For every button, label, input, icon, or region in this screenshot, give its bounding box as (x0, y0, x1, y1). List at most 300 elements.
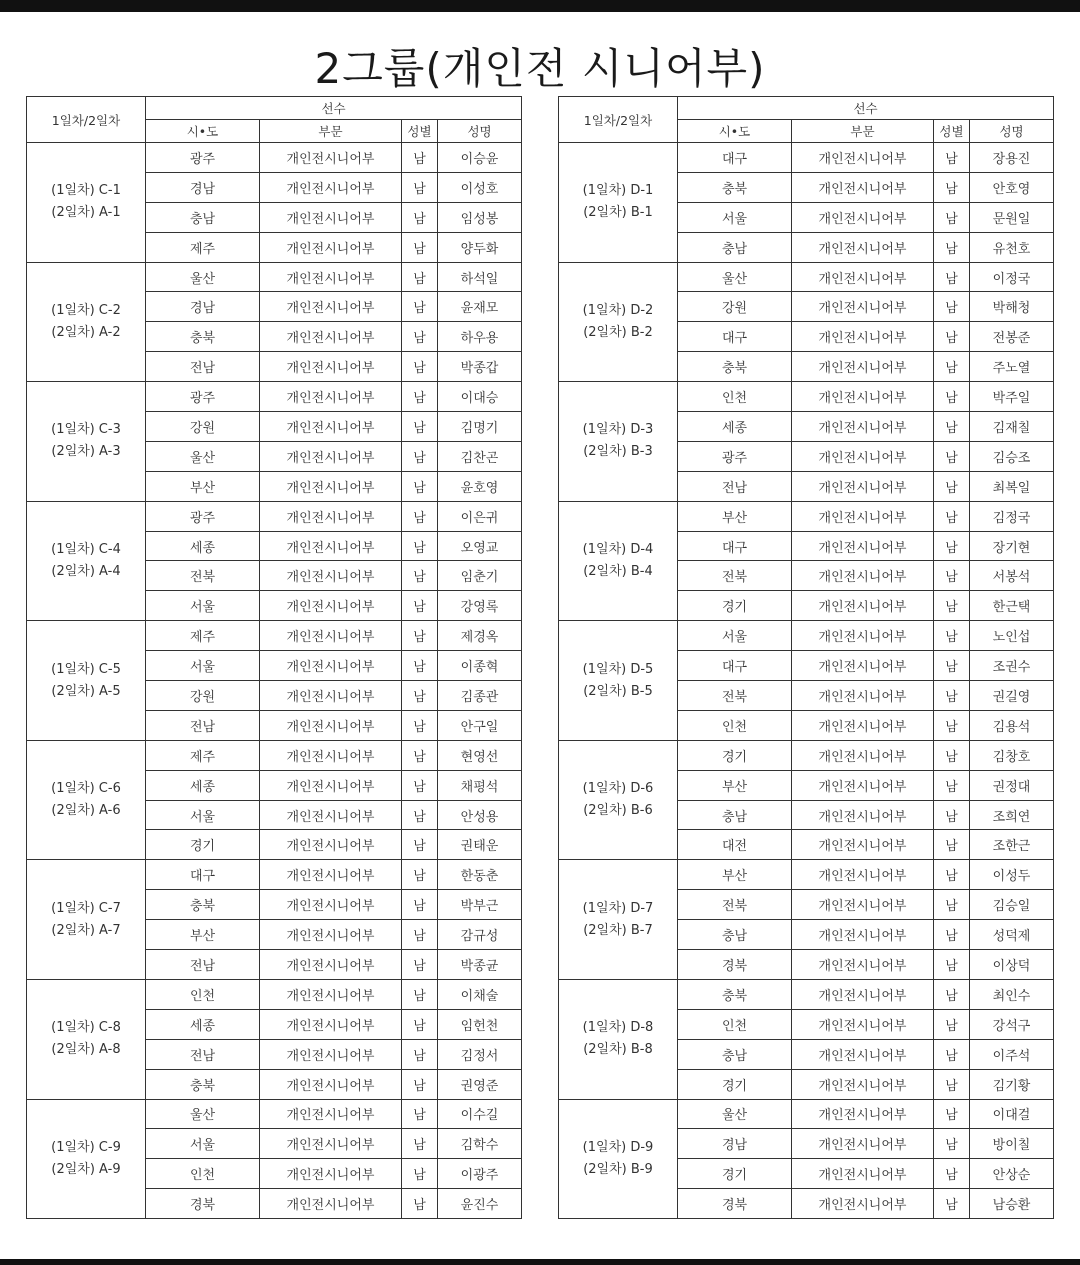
cell-name: 김찬곤 (438, 441, 522, 471)
cell-division: 개인전시니어부 (260, 950, 402, 980)
cell-name: 이승윤 (438, 143, 522, 173)
cell-division: 개인전시니어부 (792, 232, 934, 262)
cell-division: 개인전시니어부 (260, 382, 402, 412)
cell-region: 강원 (146, 412, 260, 442)
cell-division: 개인전시니어부 (792, 292, 934, 322)
cell-name: 김승조 (970, 441, 1054, 471)
group-day2: (2일차) A-7 (51, 922, 121, 938)
cell-name: 윤호영 (438, 471, 522, 501)
table-row (559, 262, 1054, 292)
cell-name: 이성두 (970, 860, 1054, 890)
cell-region: 인천 (678, 382, 792, 412)
cell-name: 제경옥 (438, 621, 522, 651)
group-day2: (2일차) B-7 (583, 922, 653, 938)
cell-gender: 남 (402, 262, 438, 292)
group-day2: (2일차) B-8 (583, 1042, 653, 1058)
group-day2: (2일차) A-9 (51, 1161, 121, 1177)
cell-region: 전북 (678, 890, 792, 920)
group-day1: (1일차) D-9 (582, 1139, 654, 1155)
cell-division: 개인전시니어부 (792, 1189, 934, 1219)
cell-region: 전남 (146, 710, 260, 740)
cell-division: 개인전시니어부 (260, 860, 402, 890)
cell-division: 개인전시니어부 (792, 770, 934, 800)
cell-name: 문원일 (970, 202, 1054, 232)
cell-division: 개인전시니어부 (792, 1159, 934, 1189)
cell-name: 조권수 (970, 651, 1054, 681)
cell-name: 이종혁 (438, 651, 522, 681)
cell-gender: 남 (934, 441, 970, 471)
cell-division: 개인전시니어부 (260, 1189, 402, 1219)
cell-gender: 남 (402, 501, 438, 531)
group-day2: (2일차) A-3 (51, 444, 121, 460)
cell-region: 충남 (678, 232, 792, 262)
page-title: 2그룹(개인전 시니어부) (314, 44, 766, 93)
table-row (27, 143, 522, 173)
header-division: 부문 (792, 120, 934, 143)
cell-division: 개인전시니어부 (792, 1069, 934, 1099)
cell-gender: 남 (402, 920, 438, 950)
bracket-table-right (558, 96, 1054, 1219)
cell-region: 대구 (678, 322, 792, 352)
cell-gender: 남 (934, 710, 970, 740)
table-row (27, 501, 522, 531)
cell-division: 개인전시니어부 (792, 172, 934, 202)
cell-division: 개인전시니어부 (792, 800, 934, 830)
cell-region: 광주 (146, 143, 260, 173)
cell-gender: 남 (402, 441, 438, 471)
cell-gender: 남 (934, 352, 970, 382)
header-gender: 성별 (402, 120, 438, 143)
cell-gender: 남 (934, 979, 970, 1009)
cell-name: 강영록 (438, 591, 522, 621)
cell-region: 경북 (678, 950, 792, 980)
cell-name: 서봉석 (970, 561, 1054, 591)
cell-name: 김정국 (970, 501, 1054, 531)
group-day2: (2일차) B-1 (583, 205, 653, 221)
cell-division: 개인전시니어부 (792, 710, 934, 740)
cell-name: 박종갑 (438, 352, 522, 382)
cell-gender: 남 (934, 382, 970, 412)
cell-region: 충남 (678, 800, 792, 830)
cell-region: 제주 (146, 621, 260, 651)
cell-division: 개인전시니어부 (792, 681, 934, 711)
cell-gender: 남 (934, 950, 970, 980)
table-row (559, 740, 1054, 770)
group-label (27, 979, 146, 1099)
cell-name: 이정국 (970, 262, 1054, 292)
cell-gender: 남 (934, 471, 970, 501)
cell-gender: 남 (934, 740, 970, 770)
cell-division: 개인전시니어부 (792, 1039, 934, 1069)
cell-gender: 남 (934, 1099, 970, 1129)
cell-gender: 남 (402, 292, 438, 322)
cell-name: 장용진 (970, 143, 1054, 173)
cell-name: 이채술 (438, 979, 522, 1009)
header-region: 시•도 (146, 120, 260, 143)
cell-region: 서울 (678, 621, 792, 651)
cell-gender: 남 (934, 172, 970, 202)
cell-gender: 남 (934, 1189, 970, 1219)
cell-division: 개인전시니어부 (260, 1069, 402, 1099)
cell-region: 전남 (146, 352, 260, 382)
cell-name: 조희연 (970, 800, 1054, 830)
group-day2: (2일차) B-2 (583, 324, 653, 340)
cell-gender: 남 (934, 1129, 970, 1159)
cell-name: 윤진수 (438, 1189, 522, 1219)
cell-gender: 남 (934, 1009, 970, 1039)
cell-division: 개인전시니어부 (792, 920, 934, 950)
cell-gender: 남 (402, 800, 438, 830)
cell-region: 인천 (678, 710, 792, 740)
group-day1: (1일차) D-5 (582, 661, 654, 677)
cell-gender: 남 (934, 262, 970, 292)
cell-gender: 남 (934, 591, 970, 621)
cell-name: 노인섭 (970, 621, 1054, 651)
group-label (559, 1099, 678, 1219)
group-label (27, 143, 146, 263)
cell-division: 개인전시니어부 (260, 501, 402, 531)
cell-region: 전북 (678, 681, 792, 711)
cell-region: 충북 (146, 1069, 260, 1099)
cell-gender: 남 (402, 651, 438, 681)
group-day1: (1일차) D-7 (582, 900, 654, 916)
cell-division: 개인전시니어부 (792, 621, 934, 651)
group-day1: (1일차) C-9 (51, 1139, 121, 1155)
cell-division: 개인전시니어부 (260, 979, 402, 1009)
group-day1: (1일차) D-1 (582, 183, 654, 199)
cell-name: 윤재모 (438, 292, 522, 322)
cell-gender: 남 (402, 770, 438, 800)
cell-name: 안구일 (438, 710, 522, 740)
table-row (27, 979, 522, 1009)
cell-gender: 남 (402, 1009, 438, 1039)
cell-region: 광주 (678, 441, 792, 471)
cell-region: 세종 (146, 770, 260, 800)
cell-gender: 남 (934, 651, 970, 681)
cell-name: 현영선 (438, 740, 522, 770)
cell-region: 울산 (146, 1099, 260, 1129)
cell-gender: 남 (402, 979, 438, 1009)
cell-division: 개인전시니어부 (260, 1099, 402, 1129)
cell-name: 한동춘 (438, 860, 522, 890)
cell-division: 개인전시니어부 (260, 1009, 402, 1039)
header-day: 1일차/2일차 (559, 97, 678, 143)
group-day2: (2일차) B-3 (583, 444, 653, 460)
cell-division: 개인전시니어부 (260, 890, 402, 920)
cell-region: 인천 (146, 1159, 260, 1189)
table-row (27, 621, 522, 651)
cell-division: 개인전시니어부 (792, 352, 934, 382)
cell-name: 이대승 (438, 382, 522, 412)
cell-gender: 남 (402, 172, 438, 202)
header-division: 부문 (260, 120, 402, 143)
table-row (559, 382, 1054, 412)
cell-gender: 남 (934, 1069, 970, 1099)
cell-region: 세종 (146, 531, 260, 561)
cell-gender: 남 (402, 591, 438, 621)
group-day1: (1일차) C-6 (51, 781, 121, 797)
cell-region: 서울 (146, 651, 260, 681)
cell-gender: 남 (934, 890, 970, 920)
group-day1: (1일차) C-4 (51, 541, 121, 557)
cell-region: 울산 (146, 441, 260, 471)
cell-division: 개인전시니어부 (260, 262, 402, 292)
group-label (27, 382, 146, 502)
cell-division: 개인전시니어부 (260, 740, 402, 770)
cell-division: 개인전시니어부 (260, 561, 402, 591)
cell-region: 경북 (678, 1189, 792, 1219)
cell-gender: 남 (402, 352, 438, 382)
cell-gender: 남 (402, 830, 438, 860)
cell-region: 대구 (678, 651, 792, 681)
cell-region: 부산 (678, 770, 792, 800)
cell-division: 개인전시니어부 (260, 531, 402, 561)
group-day1: (1일차) C-7 (51, 900, 121, 916)
group-label (559, 621, 678, 741)
cell-division: 개인전시니어부 (792, 830, 934, 860)
cell-region: 인천 (678, 1009, 792, 1039)
cell-gender: 남 (402, 890, 438, 920)
group-label (27, 501, 146, 621)
cell-name: 김기황 (970, 1069, 1054, 1099)
cell-name: 이은귀 (438, 501, 522, 531)
cell-gender: 남 (934, 202, 970, 232)
cell-region: 대전 (678, 830, 792, 860)
cell-division: 개인전시니어부 (260, 591, 402, 621)
cell-name: 성덕제 (970, 920, 1054, 950)
cell-division: 개인전시니어부 (792, 202, 934, 232)
cell-region: 세종 (146, 1009, 260, 1039)
cell-region: 전남 (678, 471, 792, 501)
group-day2: (2일차) B-9 (583, 1161, 653, 1177)
cell-name: 오영교 (438, 531, 522, 561)
table-row (27, 860, 522, 890)
cell-name: 권정대 (970, 770, 1054, 800)
cell-name: 김학수 (438, 1129, 522, 1159)
cell-region: 세종 (678, 412, 792, 442)
cell-name: 박해청 (970, 292, 1054, 322)
cell-division: 개인전시니어부 (260, 830, 402, 860)
cell-name: 이광주 (438, 1159, 522, 1189)
cell-name: 강석구 (970, 1009, 1054, 1039)
cell-gender: 남 (934, 681, 970, 711)
cell-division: 개인전시니어부 (260, 1039, 402, 1069)
cell-name: 임춘기 (438, 561, 522, 591)
cell-name: 안호영 (970, 172, 1054, 202)
cell-gender: 남 (934, 232, 970, 262)
cell-gender: 남 (934, 412, 970, 442)
group-day2: (2일차) B-5 (583, 683, 653, 699)
cell-gender: 남 (934, 292, 970, 322)
cell-name: 이성호 (438, 172, 522, 202)
cell-gender: 남 (402, 1039, 438, 1069)
cell-name: 하우용 (438, 322, 522, 352)
header-player: 선수 (678, 97, 1054, 120)
cell-gender: 남 (402, 1069, 438, 1099)
header-player: 선수 (146, 97, 522, 120)
cell-name: 김용석 (970, 710, 1054, 740)
cell-region: 대구 (678, 531, 792, 561)
cell-division: 개인전시니어부 (792, 501, 934, 531)
cell-division: 개인전시니어부 (792, 322, 934, 352)
group-day1: (1일차) D-3 (582, 422, 654, 438)
cell-region: 경기 (678, 1159, 792, 1189)
cell-region: 강원 (146, 681, 260, 711)
cell-region: 전남 (146, 950, 260, 980)
cell-division: 개인전시니어부 (792, 412, 934, 442)
cell-gender: 남 (402, 1159, 438, 1189)
group-label (559, 262, 678, 382)
cell-division: 개인전시니어부 (792, 1129, 934, 1159)
group-label (559, 860, 678, 980)
cell-name: 조한근 (970, 830, 1054, 860)
cell-division: 개인전시니어부 (792, 143, 934, 173)
cell-region: 충북 (146, 890, 260, 920)
cell-gender: 남 (402, 860, 438, 890)
group-day1: (1일차) D-6 (582, 781, 654, 797)
cell-division: 개인전시니어부 (792, 591, 934, 621)
cell-gender: 남 (934, 143, 970, 173)
cell-gender: 남 (402, 232, 438, 262)
cell-gender: 남 (402, 950, 438, 980)
cell-name: 김명기 (438, 412, 522, 442)
cell-gender: 남 (402, 1129, 438, 1159)
cell-division: 개인전시니어부 (792, 382, 934, 412)
group-day1: (1일차) C-1 (51, 183, 121, 199)
cell-gender: 남 (934, 621, 970, 651)
table-row (559, 621, 1054, 651)
cell-division: 개인전시니어부 (260, 710, 402, 740)
cell-region: 부산 (146, 471, 260, 501)
cell-gender: 남 (934, 770, 970, 800)
top-bar (0, 0, 1080, 12)
cell-name: 김창호 (970, 740, 1054, 770)
cell-name: 권길영 (970, 681, 1054, 711)
cell-region: 충남 (146, 202, 260, 232)
cell-region: 울산 (146, 262, 260, 292)
cell-gender: 남 (402, 412, 438, 442)
cell-gender: 남 (402, 202, 438, 232)
cell-region: 경기 (678, 591, 792, 621)
cell-region: 서울 (146, 800, 260, 830)
group-day2: (2일차) B-4 (583, 563, 653, 579)
cell-name: 최인수 (970, 979, 1054, 1009)
cell-division: 개인전시니어부 (260, 202, 402, 232)
cell-name: 박부근 (438, 890, 522, 920)
cell-gender: 남 (934, 860, 970, 890)
cell-region: 충북 (678, 352, 792, 382)
cell-region: 전북 (146, 561, 260, 591)
cell-division: 개인전시니어부 (260, 621, 402, 651)
cell-region: 경남 (146, 172, 260, 202)
cell-region: 인천 (146, 979, 260, 1009)
cell-division: 개인전시니어부 (792, 471, 934, 501)
cell-name: 임헌천 (438, 1009, 522, 1039)
cell-name: 안상순 (970, 1159, 1054, 1189)
cell-region: 대구 (146, 860, 260, 890)
group-day1: (1일차) D-4 (582, 541, 654, 557)
group-day2: (2일차) B-6 (583, 803, 653, 819)
group-day1: (1일차) D-2 (582, 302, 654, 318)
cell-name: 박종균 (438, 950, 522, 980)
cell-division: 개인전시니어부 (792, 860, 934, 890)
cell-region: 강원 (678, 292, 792, 322)
cell-name: 안성용 (438, 800, 522, 830)
cell-region: 경기 (146, 830, 260, 860)
group-day2: (2일차) A-5 (51, 683, 121, 699)
cell-region: 경남 (678, 1129, 792, 1159)
cell-gender: 남 (934, 800, 970, 830)
cell-region: 경기 (678, 740, 792, 770)
table-row (559, 860, 1054, 890)
cell-division: 개인전시니어부 (260, 412, 402, 442)
group-day1: (1일차) C-3 (51, 422, 121, 438)
cell-region: 서울 (146, 591, 260, 621)
cell-division: 개인전시니어부 (260, 232, 402, 262)
cell-gender: 남 (402, 531, 438, 561)
table-row (27, 1099, 522, 1129)
cell-gender: 남 (402, 561, 438, 591)
cell-region: 전남 (146, 1039, 260, 1069)
cell-gender: 남 (402, 681, 438, 711)
cell-division: 개인전시니어부 (260, 1159, 402, 1189)
cell-division: 개인전시니어부 (792, 531, 934, 561)
header-gender: 성별 (934, 120, 970, 143)
cell-name: 김재칠 (970, 412, 1054, 442)
table-row (559, 1099, 1054, 1129)
bottom-bar (0, 1259, 1080, 1265)
header-name: 성명 (438, 120, 522, 143)
cell-division: 개인전시니어부 (792, 441, 934, 471)
cell-division: 개인전시니어부 (260, 1129, 402, 1159)
cell-gender: 남 (402, 740, 438, 770)
table-row (559, 979, 1054, 1009)
cell-name: 방이칠 (970, 1129, 1054, 1159)
group-label (27, 262, 146, 382)
header-name: 성명 (970, 120, 1054, 143)
cell-name: 장기현 (970, 531, 1054, 561)
cell-region: 경기 (678, 1069, 792, 1099)
cell-region: 충북 (146, 322, 260, 352)
cell-name: 전봉준 (970, 322, 1054, 352)
cell-name: 주노열 (970, 352, 1054, 382)
cell-gender: 남 (402, 621, 438, 651)
cell-region: 제주 (146, 232, 260, 262)
cell-division: 개인전시니어부 (792, 890, 934, 920)
cell-division: 개인전시니어부 (792, 262, 934, 292)
table-row (27, 740, 522, 770)
cell-region: 울산 (678, 262, 792, 292)
cell-name: 김종관 (438, 681, 522, 711)
cell-gender: 남 (934, 1039, 970, 1069)
cell-region: 부산 (678, 860, 792, 890)
cell-name: 권태운 (438, 830, 522, 860)
cell-division: 개인전시니어부 (792, 651, 934, 681)
cell-division: 개인전시니어부 (260, 292, 402, 322)
cell-gender: 남 (402, 143, 438, 173)
cell-gender: 남 (402, 471, 438, 501)
cell-name: 최복일 (970, 471, 1054, 501)
cell-name: 이상덕 (970, 950, 1054, 980)
cell-division: 개인전시니어부 (260, 322, 402, 352)
cell-region: 대구 (678, 143, 792, 173)
cell-region: 충남 (678, 1039, 792, 1069)
cell-name: 채평석 (438, 770, 522, 800)
cell-name: 박주일 (970, 382, 1054, 412)
header-region: 시•도 (678, 120, 792, 143)
cell-region: 광주 (146, 382, 260, 412)
group-day2: (2일차) A-2 (51, 324, 121, 340)
